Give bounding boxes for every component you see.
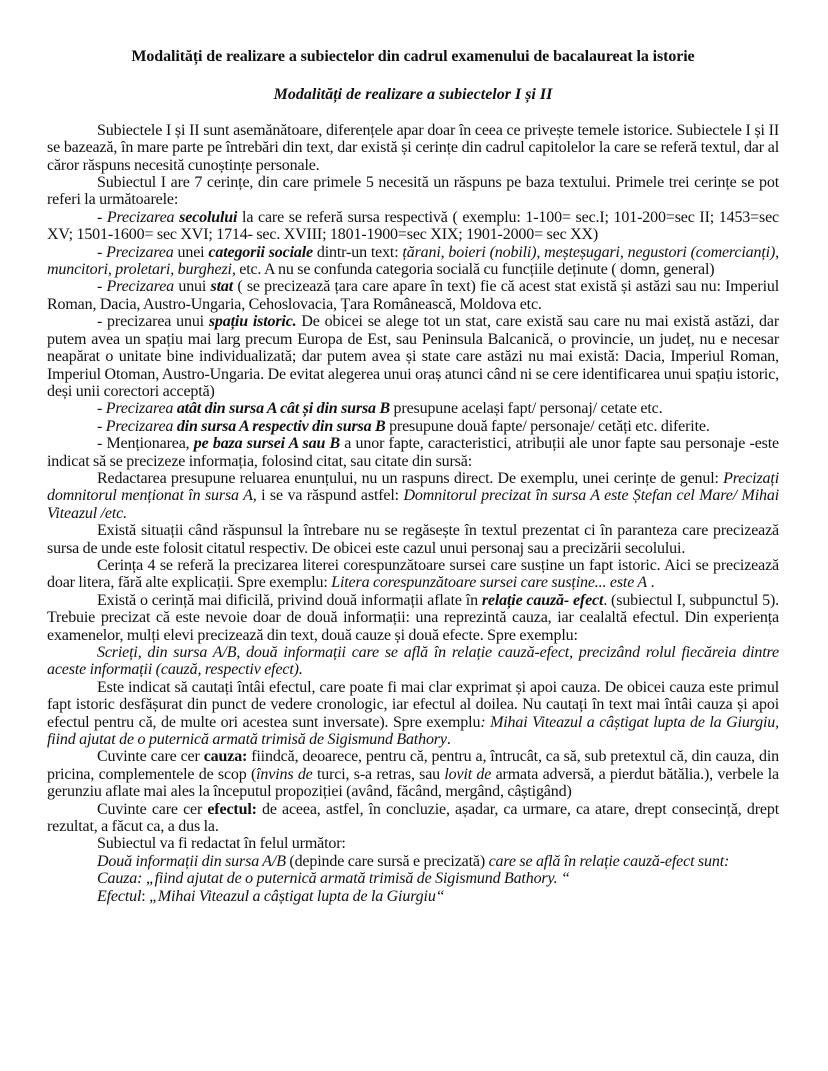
text-run: turci, s-a retras, sau bbox=[312, 765, 445, 783]
text-run: la care se referă sursa respectivă ( exemplu: 1-100= sec.I; 101-200=sec II; 1453=sec XV; 1501-1600= sec XVI; 1714- sec. XVIII; 1801-1900=sec XIX; 1901-2000= sec XX) bbox=[47, 208, 780, 244]
paragraph bbox=[47, 748, 779, 800]
text-run: Redactarea presupune reluarea enunțului, nu un raspuns direct. De exemplu, unei cerințe de genul: bbox=[97, 469, 724, 487]
text-run: Precizarea bbox=[105, 417, 177, 435]
paragraph bbox=[47, 801, 779, 836]
text-run: dintr-un text: bbox=[312, 243, 403, 261]
text-run: Precizarea bbox=[105, 400, 177, 418]
paragraph bbox=[47, 400, 779, 417]
paragraph bbox=[47, 557, 779, 592]
text-run: spațiu istoric. bbox=[208, 313, 297, 331]
text-run: pe baza sursei A sau B bbox=[193, 435, 341, 453]
text-run: atât din sursa A cât și din sursa B bbox=[176, 400, 390, 418]
document-subtitle: Modalități de realizare a subiectelor I și II bbox=[273, 86, 553, 104]
text-run: Este indicat să cautați întâi efectul, care poate fi mai clar exprimat și apoi cauza. De obicei cauza este primul fapt istoric desfășurat din punct de vedere cronologic, iar efectul al doilea. Nu cautați în text mai întâi cauza și apoi efectul pentru că, de multe ori acestea sunt inversate). Spre exemplu bbox=[47, 678, 779, 731]
paragraph bbox=[47, 209, 779, 244]
text-run: stat bbox=[210, 278, 234, 296]
text-run: armata adversă, a pierdut bătălia.), verbele la gerunziu aflate mai ales la începutul propoziției (având, făcând, mergând, câștigând) bbox=[47, 765, 779, 801]
paragraph bbox=[47, 592, 779, 644]
text-run: - Menționarea, bbox=[97, 435, 194, 453]
text-run: presupune două fapte/ personaje/ cetăți etc. diferite. bbox=[385, 417, 710, 435]
paragraph bbox=[47, 278, 779, 313]
text-run: (depinde care sursă e precizată) bbox=[285, 852, 489, 870]
paragraph bbox=[47, 470, 779, 522]
text-run: De obicei se alege tot un stat, care există sau care nu mai există astăzi, dar putem avea un spațiu mai larg precum Europa de Est, sau Peninsula Balcanică, o provincie, un județ, nu e necesar neapărat o unitate bine individualizată; dar putem avea și state care astăzi nu mai există: Dacia, Imperiul Roman, Imperiul Otoman, Austro-Ungaria. De evitat alegerea unui oraș atunci când ni se cere identificarea unui spațiu istoric, deși unii corectori acceptă) bbox=[47, 313, 779, 400]
text-run: Cuvinte care cer bbox=[97, 748, 204, 766]
text-run: din sursa A respectiv din sursa B bbox=[176, 417, 386, 435]
text-run: Cauza: „fiind ajutat de o puternică armată trimisă de Sigismund Bathory. “ bbox=[97, 870, 570, 888]
text-run: i se va răspund astfel: bbox=[256, 487, 404, 505]
text-run: efectul: bbox=[207, 800, 257, 818]
paragraph bbox=[47, 244, 779, 279]
text-run: care se află în relație cauză-efect sunt: bbox=[488, 852, 730, 870]
text-run: Precizarea bbox=[106, 278, 175, 296]
text-run: Subiectul I are 7 cerințe, din care primele 5 necesită un răspuns pe baza textului. Primele trei cerințe se pot referi la următoarele: bbox=[47, 174, 779, 209]
text-run: - bbox=[97, 417, 106, 435]
text-run: Precizarea bbox=[106, 243, 174, 261]
text-run: : Mihai Viteazul a câștigat lupta de la Giurgiu, fiind ajutat de o puternică armată trimisă de Sigismund Bathory bbox=[47, 713, 779, 749]
text-run: . bbox=[647, 574, 655, 592]
text-run: Există situații când răspunsul la întrebare nu se regăsește în textul prezentat ci în paranteza care precizează sursa de unde este folosit citatul respectiv. De obicei este cazul unui personaj sau a precizării secolului. bbox=[47, 522, 779, 557]
text-run: învins de bbox=[256, 765, 313, 783]
paragraph bbox=[47, 835, 779, 852]
text-run: Precizarea bbox=[106, 208, 180, 226]
paragraph bbox=[47, 870, 779, 887]
text-run: Litera corespunzătoare sursei care susține... este A bbox=[331, 574, 648, 592]
text-run: secolului bbox=[179, 208, 238, 226]
document-page bbox=[47, 48, 779, 905]
text-run: de aceea, astfel, în concluzie, așadar, ca urmare, ca atare, drept consecință, drept rezultat, a făcut ca, a dus la. bbox=[47, 800, 779, 836]
text-run: Precizați domnitorul menționat în sursa A, bbox=[47, 469, 779, 505]
paragraph bbox=[47, 679, 779, 749]
text-run: a unor fapte, caracteristici, atribuții ale unor fapte sau personaje -este indicat să se precizeze informația, folosind citat, sau citate din sursă: bbox=[47, 435, 779, 470]
text-run: categorii sociale bbox=[208, 243, 313, 261]
text-run: cauza: bbox=[203, 748, 248, 766]
paragraph bbox=[47, 435, 779, 470]
document-body bbox=[47, 122, 779, 905]
text-run: - bbox=[97, 278, 107, 296]
text-run: „Mihai Viteazul a câștigat lupta de la Giurgiu“ bbox=[149, 887, 445, 905]
paragraph bbox=[47, 122, 779, 174]
paragraph bbox=[47, 418, 779, 435]
paragraph bbox=[47, 888, 779, 905]
text-run: Efectul bbox=[97, 887, 142, 905]
text-run: Subiectele I și II sunt asemănătoare, diferențele apar doar în ceea ce privește temele istorice. Subiectele I și II se bazează, în mare parte pe întrebări din text, dar există și cerințe din cadrul capitolelor la care se referă textul, dar al căror răspuns necesită cunoștințe personale. bbox=[47, 121, 779, 174]
text-run: Domnitorul precizat în sursa A este Ștefan cel Mare/ Mihai Viteazul /etc. bbox=[47, 487, 779, 522]
paragraph bbox=[47, 313, 779, 400]
document-title: Modalități de realizare a subiectelor din cadrul examenului de bacalaureat la istorie bbox=[131, 48, 695, 65]
text-run: - bbox=[97, 208, 107, 226]
paragraph bbox=[47, 174, 779, 209]
text-run: : bbox=[141, 887, 150, 905]
text-run: unei bbox=[173, 243, 209, 261]
paragraph bbox=[47, 644, 779, 679]
text-run: fiindcă, deoarece, pentru că, pentru a, întrucât, ca să, sub pretextul că, din cauza, din pricina, complementele de scop ( bbox=[47, 748, 779, 783]
text-run: Subiectul va fi redactat în felul următor: bbox=[97, 835, 346, 853]
text-run: etc. A nu se confunda categoria socială cu funcțiile deținute ( domn, general) bbox=[235, 261, 715, 279]
text-run: . bbox=[446, 731, 451, 749]
text-run: ( se precizează țara care apare în text) fie că acest stat există și astăzi sau nu: Imperiul Roman, Dacia, Austro-Ungaria, Cehoslovacia, Țara Românească, Moldova etc. bbox=[47, 278, 780, 313]
text-run: - precizarea unui bbox=[97, 313, 209, 331]
text-run: lovit de bbox=[444, 765, 492, 783]
text-run: Există o cerință mai dificilă, privind două informații aflate în bbox=[97, 591, 482, 609]
text-run: - bbox=[97, 243, 107, 261]
text-run: țărani, boieri (nobili), meșteșugari, negustori (comercianți), muncitori, proletari, burghezi, bbox=[47, 243, 779, 279]
text-run: Scrieți, din sursa A/B, două informații care se află în relație cauză-efect, precizând rolul fiecăreia dintre aceste informații (cauză, respectiv efect). bbox=[47, 644, 779, 679]
text-run: relație cauză- efect bbox=[481, 591, 604, 609]
text-run: . (subiectul I, subpunctul 5). Trebuie precizat că este nevoie doar de două informații: una reprezintă cauza, iar cealaltă efectul. Din experiența examenelor, mulți elevi precizează din text, două cauze și două efecte. Spre exemplu: bbox=[47, 591, 779, 644]
paragraph bbox=[47, 522, 779, 557]
text-run: Două informații din sursa A/B bbox=[97, 852, 286, 870]
text-run: Cuvinte care cer bbox=[97, 800, 208, 818]
paragraph bbox=[47, 853, 779, 870]
text-run: Cerința 4 se referă la precizarea literei corespunzătoare sursei care susține un fapt istoric. Aici se precizează doar litera, fără alte explicații. Spre exemplu: bbox=[47, 556, 779, 592]
text-run: - bbox=[97, 400, 106, 418]
text-run: presupune același fapt/ personaj/ cetate etc. bbox=[389, 400, 663, 418]
text-run: unui bbox=[174, 278, 211, 296]
